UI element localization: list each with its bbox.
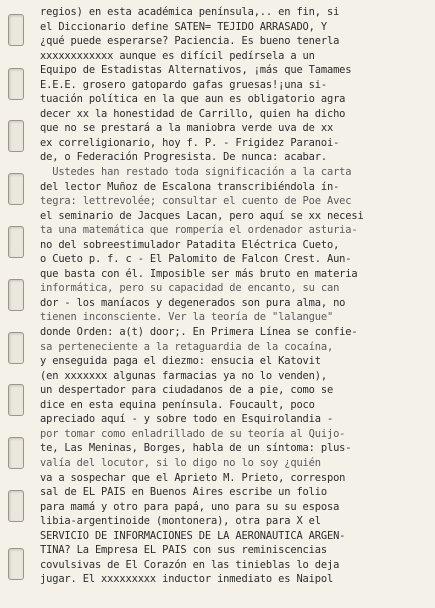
binder-hole (8, 490, 24, 522)
text-line: te, Las Meninas, Borges, habla de un síntoma: plus- (40, 442, 352, 455)
text-line: para mamá y otro para papá, uno para su su esposa (40, 500, 340, 513)
text-line: que no se prestará a la maniobra verde uva de xx (40, 122, 334, 135)
text-line: ¿qué puede esperarse? Paciencia. Es bueno tenerla (40, 35, 340, 48)
text-line: Ustedes han restado toda significación a la carta (40, 166, 352, 179)
text-line: dor - los maníacos y degenerados son pura alma, no (40, 296, 346, 309)
text-line: SERVICIO DE INFORMACIONES DE LA AERONAUTICA ARGEN- (40, 529, 346, 542)
text-line: o Cueto p. f. c - El Palomito de Falcon Crest. Aun- (40, 253, 352, 266)
text-line: sa perteneciente a la retaguardia de la cocaína, (40, 340, 334, 353)
text-line: dice en esta equina península. Foucault, poco (40, 398, 315, 411)
text-line: tuación política en la que aun es obligatorio agra (40, 93, 346, 106)
text-line: de, o Federación Progresista. De nunca: acabar. (40, 151, 327, 164)
text-line: tienen inconsciente. Ver la teoría de "lalangue" (40, 311, 334, 324)
text-line: por tomar como enladrillado de su teoría al Quijo- (40, 427, 346, 440)
text-line: informática, pero su capacidad de encanto, su can (40, 282, 340, 295)
typewritten-text (40, 5, 428, 587)
binder-hole (8, 120, 24, 152)
text-line: valía del locutor, si lo digo no lo soy ¿quién (40, 456, 321, 469)
text-line: xxxxxxxxxxxx aunque es difícil pedírsela a un (40, 49, 315, 62)
text-line: apreciado aquí - y sobre todo en Esquirolandia - (40, 413, 334, 426)
text-line: ex correligionario, hoy f. P. - Frigidez Paranoi- (40, 136, 340, 149)
binder-hole (8, 14, 24, 46)
text-line: que basta con él. Imposible ser más bruto en materia (40, 267, 358, 280)
binder-hole (8, 173, 24, 205)
binder-holes (8, 0, 28, 608)
text-line: jugar. El xxxxxxxxx inductor inmediato es Naipol (40, 573, 334, 586)
text-line: un despertador para ciudadanos de a pie, como se (40, 384, 334, 397)
binder-hole (8, 279, 24, 311)
text-line: libia-argentinoide (montonera), otra para X el (40, 515, 321, 528)
text-line: (en xxxxxxx algunas farmacias ya no lo venden), (40, 369, 327, 382)
text-line: tegra: lettrevolée; consultar el cuento de Poe Avec (40, 195, 352, 208)
text-line: covulsivas de El Corazón en las tinieblas lo deja (40, 558, 340, 571)
binder-hole (8, 548, 24, 580)
text-line: E.E.E. grosero gatopardo gafas gruesas!¡una si- (40, 78, 327, 91)
text-line: el seminario de Jacques Lacan, pero aquí se xx necesi (40, 209, 364, 222)
text-line: del lector Muñoz de Escalona transcribiéndola ín- (40, 180, 340, 193)
text-line: donde Orden: a(t) door;. En Primera Línea se confie- (40, 326, 358, 339)
text-line: TINA? La Empresa EL PAIS con sus reminiscencias (40, 544, 327, 557)
text-line: sal de EL PAIS en Buenos Aires escribe un folio (40, 486, 327, 499)
binder-hole (8, 437, 24, 469)
text-line: regios) en esta académica península,.. en fin, si (40, 6, 340, 18)
text-line: y enseguida paga el diezmo: ensucia el Katovit (40, 355, 321, 368)
binder-hole (8, 226, 24, 258)
binder-hole (8, 68, 24, 100)
text-line: decer xx la honestidad de Carrillo, quien ha dicho (40, 107, 346, 120)
text-line: va a sospechar que el Aprieto M. Prieto, correspon (40, 471, 346, 484)
binder-hole (8, 332, 24, 364)
text-line: ta una matemática que rompería el ordenador asturia- (40, 224, 358, 237)
text-line: Equipo de Estadistas Alternativos, ¡más que Tamames (40, 64, 352, 77)
binder-hole (8, 384, 24, 416)
text-line: no del sobreestimulador Patadita Eléctrica Cueto, (40, 238, 340, 251)
text-line: el Diccionario define SATEN= TEJIDO ARRASADO, Y (40, 20, 327, 33)
